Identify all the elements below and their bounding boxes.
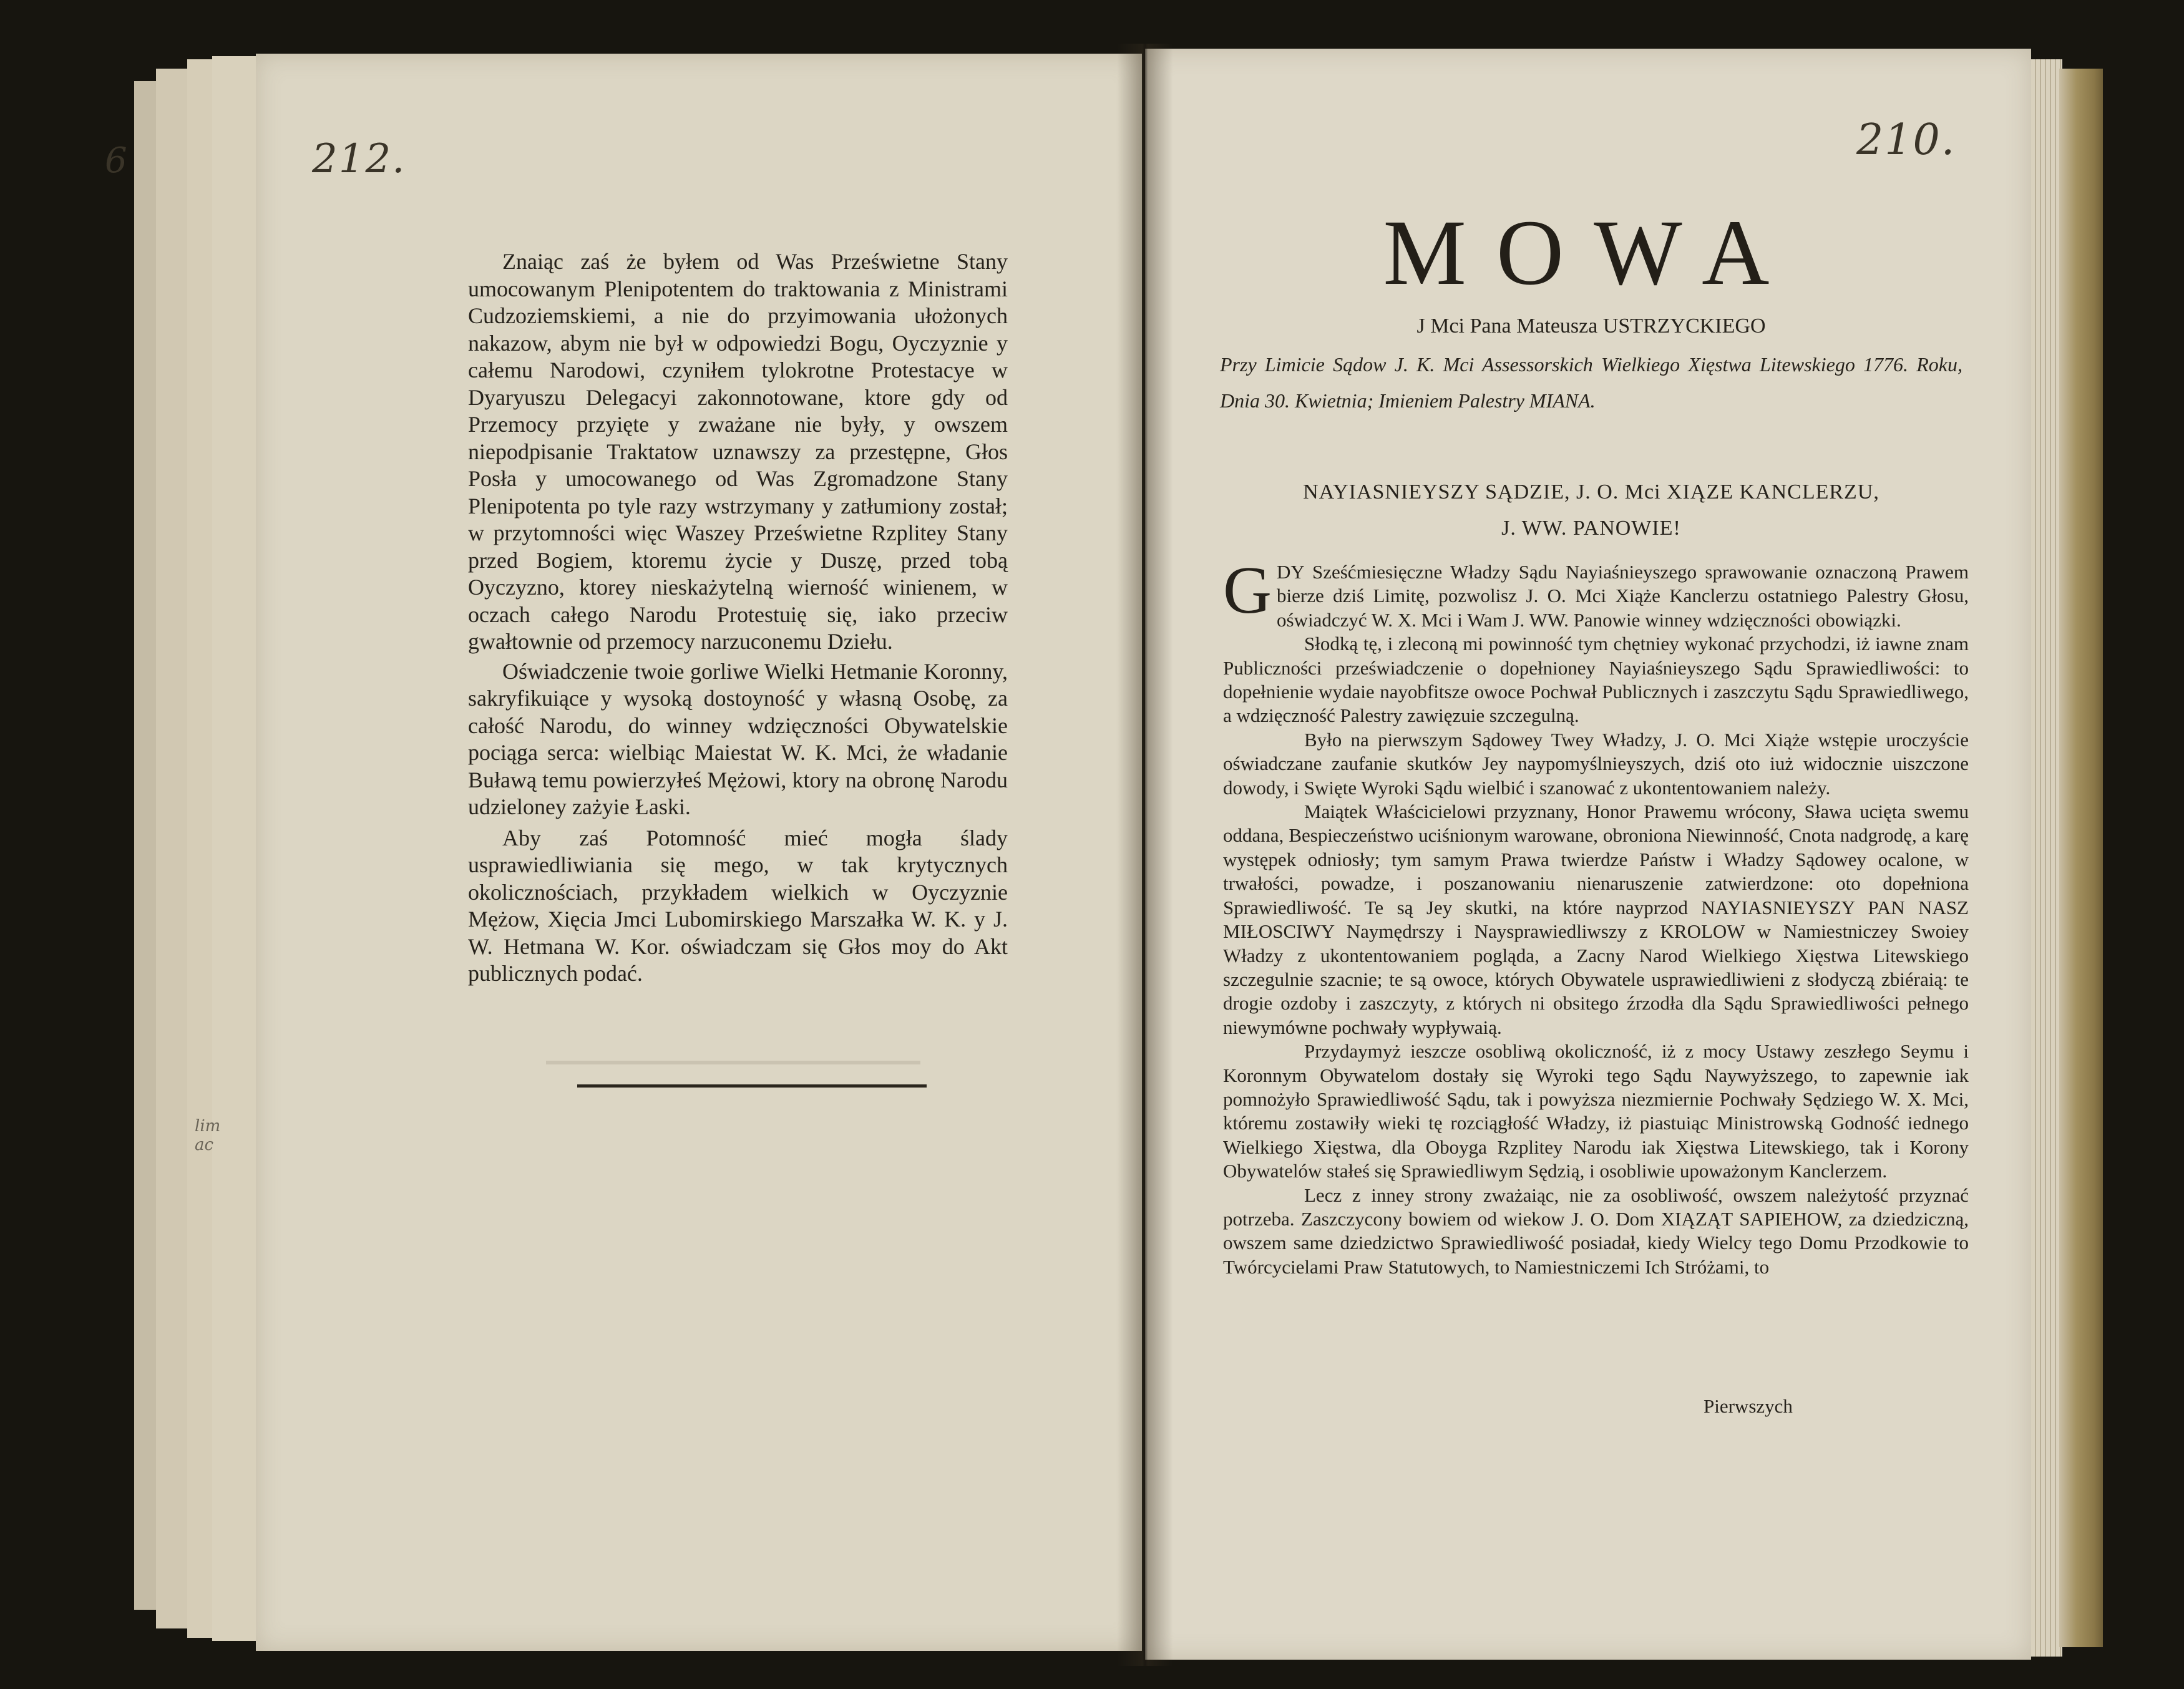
right-paragraph-text: DY Sześćmiesięczne Władzy Sądu Nayiaśnieyszego sprawowanie oznaczoną Prawem bierze dziś Limitę, pozwolisz J. O. Mci Xiąże Kanclerzu ostatniego Palestry Głosu, oświadczyć W. X. Mci i Wam J. WW. Panowie winney wdzięczności obowiązki. bbox=[1277, 561, 1969, 631]
right-paragraph: Było na pierwszym Sądowey Twey Władzy, J. O. Mci Xiąże wstępie uroczyście oświadczane zaufanie skutków Jey naypomyślnieyszych, dziś oto iuż widocznie uiszczone dowody, i Swięte Wyroki Sądu wielbić i szanować z ukontentowaniem należy. bbox=[1223, 728, 1969, 799]
right-folio-number: 210. bbox=[1856, 115, 1956, 165]
edge-mark: 6 bbox=[105, 140, 129, 181]
address-line: NAYIASNIEYSZY SĄDZIE, J. O. Mci XIĄZE KANCLERZU, bbox=[1303, 480, 1879, 504]
right-paragraph: Lecz z inney strony zważaiąc, nie za osobliwość, owszem należytość przyznać potrzeba. Zaszczycony bowiem od wiekow J. O. Dom XIĄZĄT SAPIEHOW, za dziedziczną, owszem same dziedzictwo Sprawiedliwość posiadał, kiedy Wielcy tego Domu Przodkowie to Twórcycielami Praw Statutowych, to Namiestniczemi Ich Stróżami, to bbox=[1223, 1184, 1969, 1278]
page-edges-right bbox=[2031, 59, 2062, 1657]
book-gutter bbox=[1117, 44, 1173, 1666]
right-paragraph bbox=[1223, 553, 1969, 632]
book-cover-edge bbox=[2059, 69, 2103, 1647]
horizontal-rule bbox=[577, 1084, 927, 1088]
left-folio-number: 212. bbox=[312, 136, 406, 182]
page-title: MOWA bbox=[1383, 201, 1800, 304]
left-paragraph: Znaiąc zaś że byłem od Was Prześwietne Stany umocowanym Plenipotentem do traktowania z Ministrami Cudzoziemskiemi, a nie do przyimowania ułożonych nakazow, abym nie był w odpowiedzi Bogu, Oyczyznie y całemu Narodowi, czyniłem tylokrotne Protestacye w Dyaryuszu Delegacyi zakonnotowane, ktore gdy od Przemocy przyięte y zważane nie były, y owszem niepodpisanie Traktatow uznawszy za przestępne, Głos Posła y umocowanego od Was Zgromadzone Stany Plenipotenta po tyle razy wstrzymany y zatłumiony został; w przytomności więc Waszey Prześwietne Rzplitey Stany przed Bogiem, ktoremu życie y Duszę, przed tobą Oyczyzno, ktorey nieskażytelną wierność winienem, w oczach całego Narodu Protestuię się, iako przeciw gwałtownie od przemocy narzuconemu Dziełu. bbox=[468, 249, 1008, 654]
catchword: Pierwszych bbox=[1704, 1395, 1793, 1417]
right-page-text bbox=[1223, 553, 1969, 1279]
address-heading bbox=[1217, 474, 1966, 547]
occasion-line: Przy Limicie Sądow J. K. Mci Assessorskich Wielkiego Xięstwa Litewskiego 1776. Roku, Dnia 30. Kwietnia; Imieniem Palestry MIANA. bbox=[1220, 353, 1962, 412]
right-paragraph: Maiątek Właścicielowi przyznany, Honor Prawemu wrócony, Sława ucięta swemu oddana, Bespieczeństwo uciśnionym warowane, obroniona Niewinność, Cnota nadgrodę, a karę występek odniosły; tym samym Prawa twierdze Państw i Władzy Sądowey ocalone, w trwałości, powadze, i poszanowaniu nienaruszenie zatwierdzone: oto dopełniona Sprawiedliwość. Te są Jey skutki, na które nayprzod NAYIASNIEYSZY PAN NASZ MIŁOSCIWY Naymędrszy i Naysprawiedliwszy z KROLOW w Namiestniczey Swoiey Władzy z ukontentowaniem pogląda, a Zacny Narod Wielkiego Xięstwa Litewskiego szczegulnie szacnie; te są owoce, których Obywatele usprawiedliwieni z słodyczą zbiéraią: te drogie ozdoby i zaszczyty, z których ni obsitego źrzodła dla Sądu Sprawiedliwości pełnego niewymówne pochwały wypływaią. bbox=[1223, 801, 1969, 1038]
margin-note: lim ac bbox=[195, 1117, 221, 1154]
left-page-text bbox=[468, 248, 1008, 988]
address-line: J. WW. PANOWIE! bbox=[1501, 517, 1681, 540]
right-paragraph: Słodką tę, i zleconą mi powinność tym chętniey wykonać przychodzi, iż iawne znam Publiczności przeświadczenie o dopełnioney Nayiaśnieyszego Sądu Sprawiedliwości: to dopełnienie wydaie nayobfitsze owoce Pochwał Publicznych i zaszczytu Sądu Sprawiedliwego, a wdzięczność Palestry zawięzuie szczegulną. bbox=[1223, 633, 1969, 727]
left-paragraph: Aby zaś Potomność mieć mogła ślady usprawiedliwiania się mego, w tak krytycznych okolicznościach, przykładem wielkich w Oyczyznie Mężow, Xięcia Jmci Lubomirskiego Marszałka W. K. y J. W. Hetmana W. Kor. oświadczam się Głos moy do Akt publicznych podać. bbox=[468, 825, 1008, 986]
left-paragraph: Oświadczenie twoie gorliwe Wielki Hetmanie Koronny, sakryfikuiące y wysoką dostoyność y własną Osobę, za całość Narodu, do winney wdzięczności Obywatelskie pociąga serca: wielbiąc Maiestat W. K. Mci, że władanie Buławą temu powierzyłeś Mężowi, ktory na obronę Narodu udzieloney zażyie Łaski. bbox=[468, 658, 1008, 819]
speaker-line: J Mci Pana Mateusza USTRZYCKIEGO bbox=[1416, 314, 1766, 338]
drop-cap: G bbox=[1223, 553, 1272, 628]
right-paragraph: Przydaymyż ieszcze osobliwą okoliczność, iż z mocy Ustawy zeszłego Seymu i Koronnym Obywatelom dostały się Wyroki tego Sądu Naywyższego, to zapewnie iak pomnożyło Sprawiedliwość Sądu, tak i powyższa niezmiernie Pochwały Sędziego W. X. Mci, któremu zostawiły wieki tę rozciągłość Władzy, iż piastuiąc Ministrowską Godność iednego Wielkiego Xięstwa, dla Oboyga Rzplitey Narodu iak Xięstwa Litewskiego, tak i Korony Obywatelów stałeś się Sprawiedliwym Sędzią, i osobliwie upoważonym Kanclerzem. bbox=[1223, 1040, 1969, 1182]
